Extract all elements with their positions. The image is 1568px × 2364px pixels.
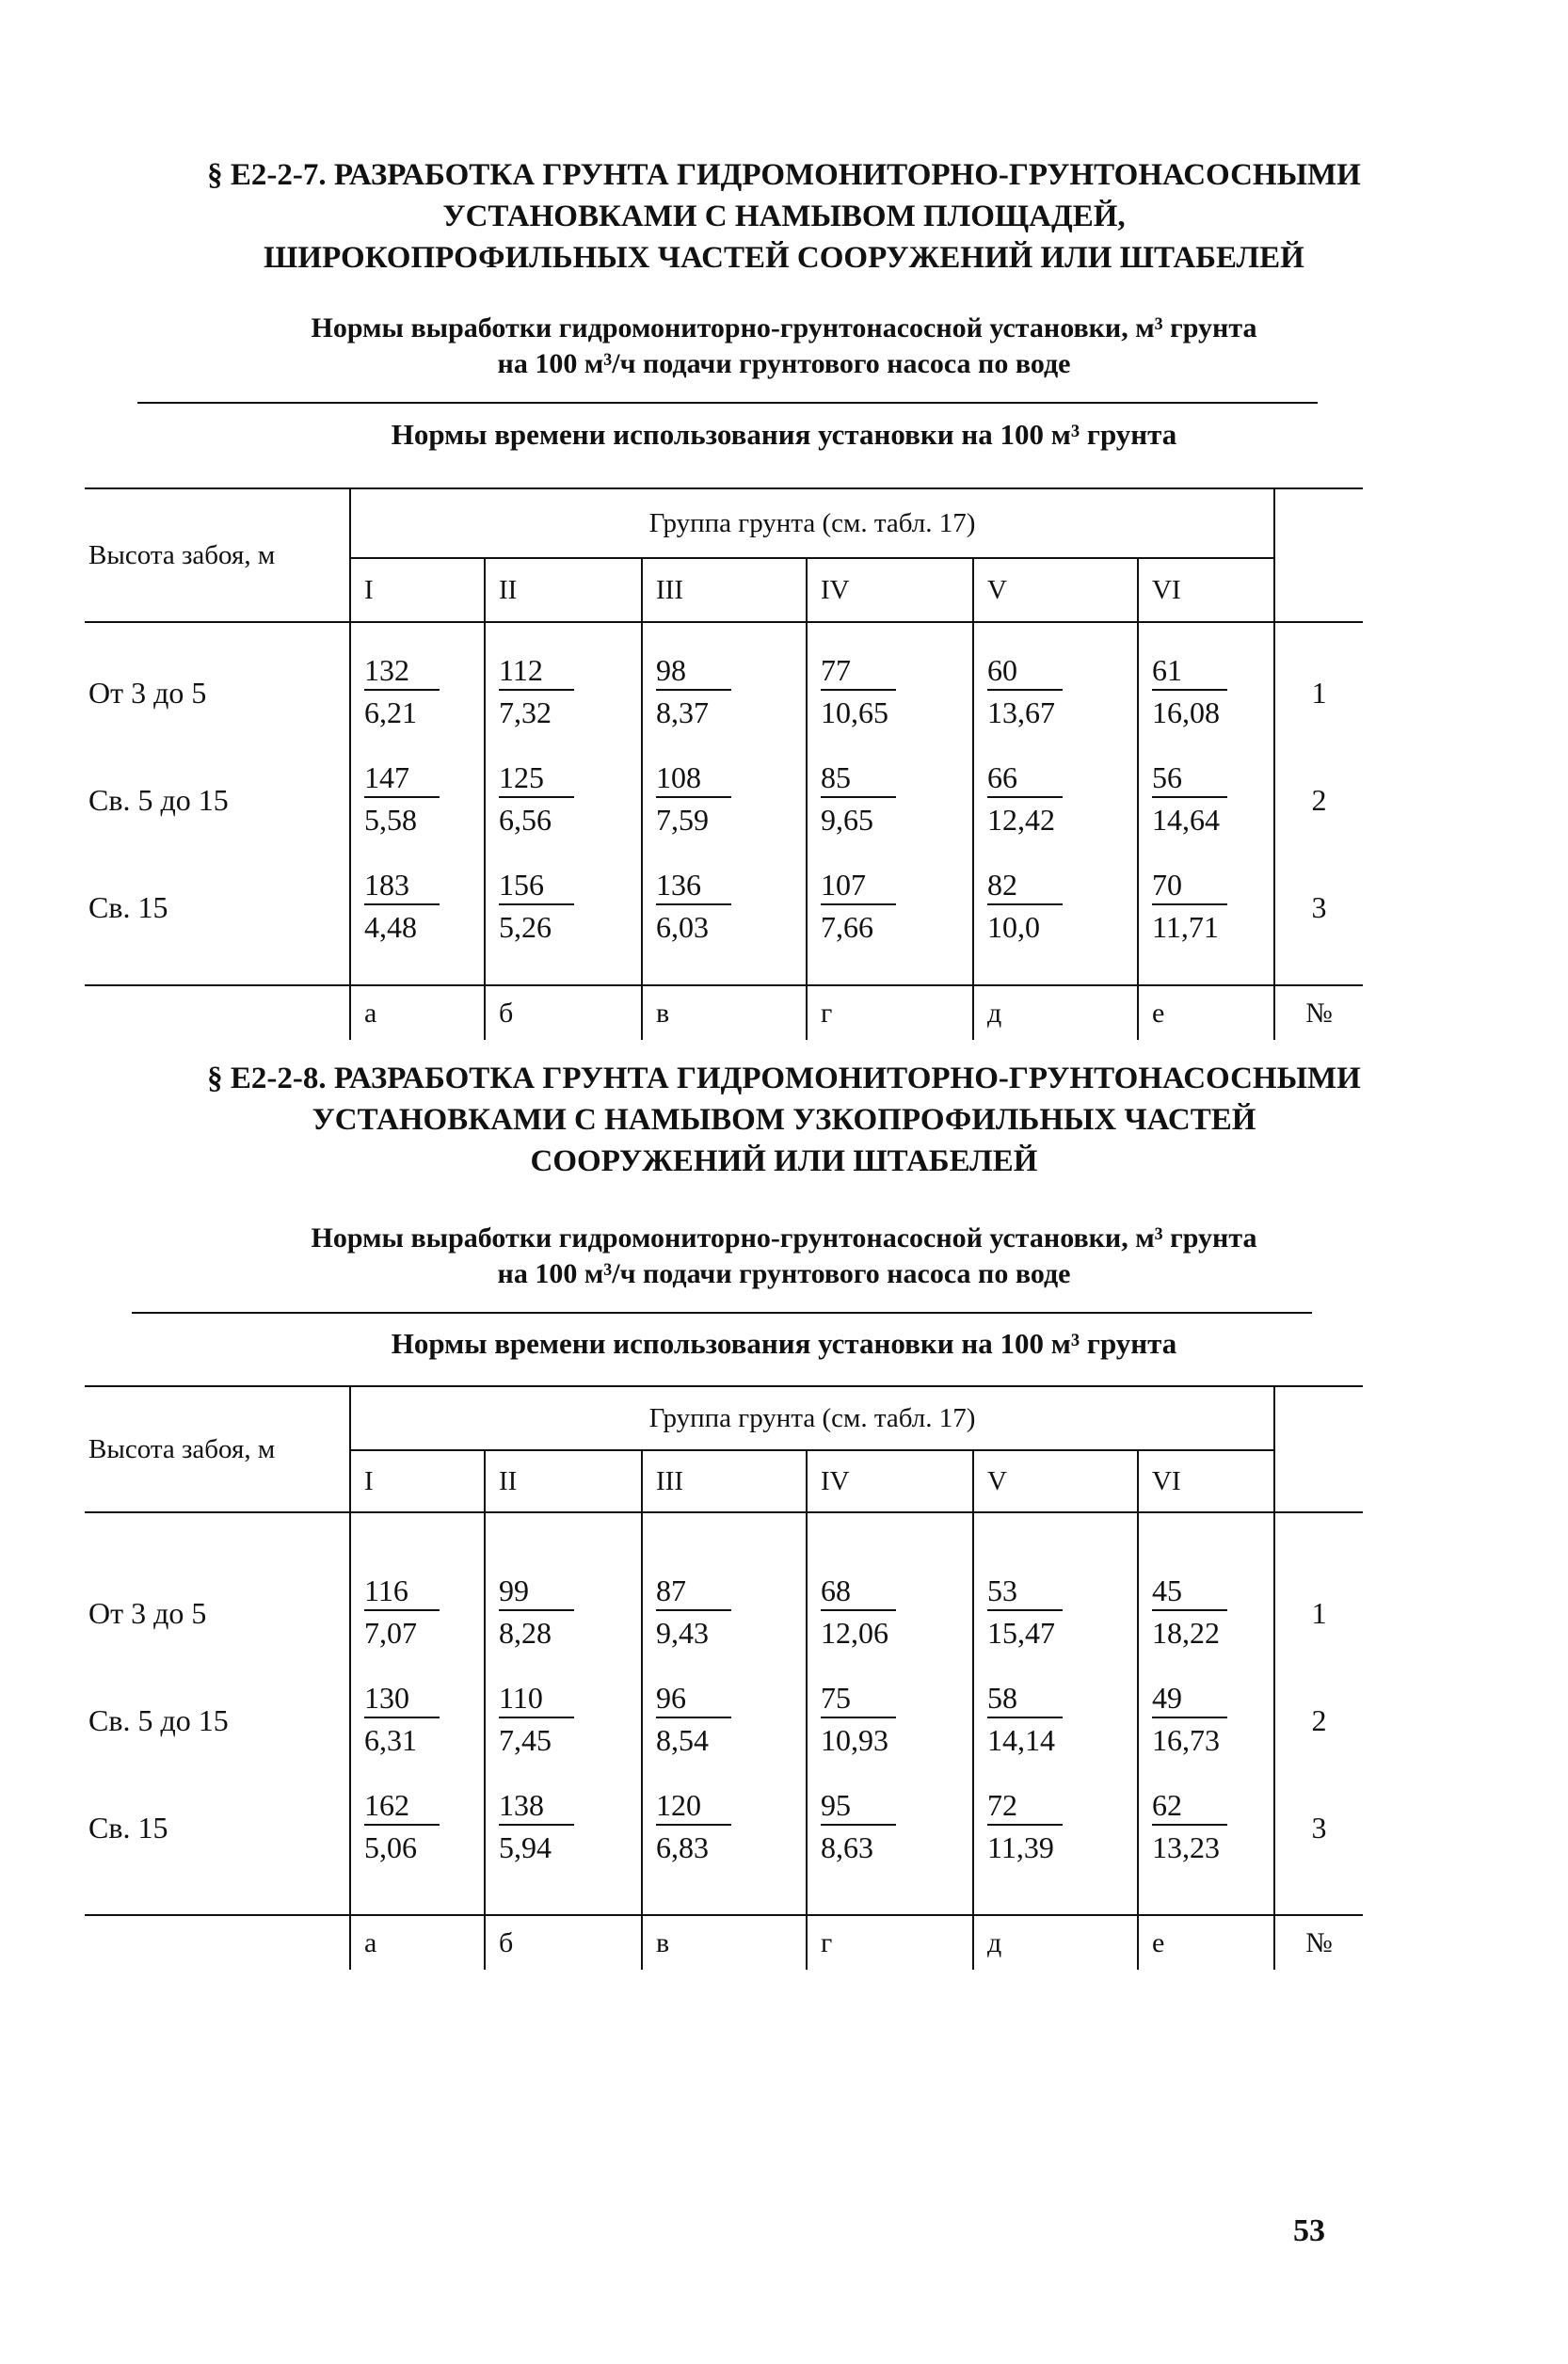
time-norm: 12,42	[987, 803, 1055, 837]
time-norm: 6,03	[656, 910, 709, 944]
norms-table	[85, 487, 1363, 1040]
table-row	[85, 1559, 1363, 1667]
output-norm: 56	[1152, 759, 1227, 798]
output-norm: 95	[821, 1786, 896, 1826]
fraction-cell	[973, 1667, 1138, 1774]
time-norm: 12,06	[821, 1616, 888, 1650]
fraction-cell	[807, 1774, 973, 1881]
fraction-cell	[350, 746, 485, 854]
output-norm: 66	[987, 759, 1063, 798]
row-label: Св. 5 до 15	[88, 782, 229, 817]
fraction-cell	[485, 746, 642, 854]
fraction-cell	[350, 1774, 485, 1881]
norm-output-caption	[0, 311, 1568, 382]
output-norm: 61	[1152, 651, 1227, 691]
row-number: 1	[1274, 639, 1363, 746]
time-norm: 10,93	[821, 1723, 888, 1757]
empty-cell	[1274, 1386, 1363, 1512]
column-letters-row	[85, 985, 1363, 1040]
caption-line: Нормы выработки гидромониторно-грунтонасосной установки, м³ грунта	[311, 312, 1257, 343]
output-norm: 98	[656, 651, 731, 691]
table-row	[85, 1774, 1363, 1881]
fraction-cell	[350, 1559, 485, 1667]
fraction-cell	[973, 639, 1138, 746]
section-title	[0, 154, 1568, 279]
output-norm: 110	[499, 1679, 574, 1718]
column-letter: д	[973, 1915, 1138, 1970]
fraction-cell	[1138, 1667, 1274, 1774]
fraction-cell	[485, 1559, 642, 1667]
output-norm: 82	[987, 866, 1063, 905]
output-norm: 77	[821, 651, 896, 691]
norm-time-caption: Нормы времени использования установки на 100 м³ грунта	[391, 418, 1177, 451]
table-row	[85, 1667, 1363, 1774]
column-letter: е	[1138, 985, 1274, 1040]
time-norm: 6,21	[364, 695, 417, 729]
column-letters-row	[85, 1915, 1363, 1970]
fraction-cell	[642, 1667, 807, 1774]
time-norm: 8,63	[821, 1830, 873, 1864]
fraction-cell	[973, 1774, 1138, 1881]
table-row	[85, 746, 1363, 854]
caption-line: на 100 м³/ч подачи грунтового насоса по воде	[497, 348, 1071, 379]
column-letter: б	[485, 985, 642, 1040]
fraction-cell	[485, 639, 642, 746]
output-norm: 68	[821, 1572, 896, 1611]
group-col-header: V	[973, 1450, 1138, 1512]
group-col-header: III	[642, 1450, 807, 1512]
fraction-cell	[485, 854, 642, 961]
time-norm: 18,22	[1152, 1616, 1220, 1650]
time-norm: 7,32	[499, 695, 552, 729]
row-label: Св. 5 до 15	[88, 1702, 229, 1737]
row-label: От 3 до 5	[88, 675, 207, 710]
output-norm: 136	[656, 866, 731, 905]
fraction-cell	[973, 1559, 1138, 1667]
output-norm: 45	[1152, 1572, 1227, 1611]
time-norm: 16,73	[1152, 1723, 1220, 1757]
norms-table	[85, 1385, 1363, 1970]
row-label: Св. 15	[88, 1810, 168, 1845]
group-col-header: I	[350, 558, 485, 622]
norm-time-caption: Нормы времени использования установки на 100 м³ грунта	[391, 1327, 1177, 1360]
fraction-cell	[807, 639, 973, 746]
group-col-header: IV	[807, 1450, 973, 1512]
fraction-cell	[350, 854, 485, 961]
row-number: 1	[1274, 1559, 1363, 1667]
fraction-cell	[807, 746, 973, 854]
fraction-cell	[350, 639, 485, 746]
caption-line: на 100 м³/ч подачи грунтового насоса по воде	[497, 1258, 1071, 1289]
output-norm: 183	[364, 866, 440, 905]
title-line: § Е2-2-8. РАЗРАБОТКА ГРУНТА ГИДРОМОНИТОРНО-ГРУНТОНАСОСНЫМИ	[207, 1062, 1361, 1095]
output-norm: 72	[987, 1786, 1063, 1826]
time-norm: 7,66	[821, 910, 873, 944]
fraction-cell	[642, 1774, 807, 1881]
output-norm: 162	[364, 1786, 440, 1826]
output-norm: 107	[821, 866, 896, 905]
time-norm: 9,65	[821, 803, 873, 837]
output-norm: 60	[987, 651, 1063, 691]
time-norm: 14,14	[987, 1723, 1055, 1757]
number-header: №	[1274, 985, 1363, 1040]
column-letter: г	[807, 1915, 973, 1970]
output-norm: 112	[499, 651, 574, 691]
table-row	[85, 854, 1363, 961]
group-header: Группа грунта (см. табл. 17)	[350, 1386, 1274, 1450]
output-norm: 70	[1152, 866, 1227, 905]
height-header: Высота забоя, м	[88, 1433, 276, 1464]
output-norm: 62	[1152, 1786, 1227, 1826]
output-norm: 53	[987, 1572, 1063, 1611]
title-line: § Е2-2-7. РАЗРАБОТКА ГРУНТА ГИДРОМОНИТОРНО-ГРУНТОНАСОСНЫМИ	[207, 158, 1361, 192]
output-norm: 96	[656, 1679, 731, 1718]
title-line: УСТАНОВКАМИ С НАМЫВОМ УЗКОПРОФИЛЬНЫХ ЧАСТЕЙ	[312, 1103, 1256, 1137]
time-norm: 13,67	[987, 695, 1055, 729]
time-norm: 5,94	[499, 1830, 552, 1864]
column-letter: б	[485, 1915, 642, 1970]
time-norm: 14,64	[1152, 803, 1220, 837]
output-norm: 125	[499, 759, 574, 798]
column-letter: г	[807, 985, 973, 1040]
fraction-cell	[485, 1774, 642, 1881]
time-norm: 8,54	[656, 1723, 709, 1757]
fraction-cell	[485, 1667, 642, 1774]
time-norm: 13,23	[1152, 1830, 1220, 1864]
output-norm: 156	[499, 866, 574, 905]
fraction-cell	[1138, 746, 1274, 854]
output-norm: 120	[656, 1786, 731, 1826]
time-norm: 10,0	[987, 910, 1040, 944]
column-letter: а	[350, 1915, 485, 1970]
group-col-header: I	[350, 1450, 485, 1512]
empty-cell	[1274, 488, 1363, 622]
column-letter: д	[973, 985, 1138, 1040]
title-line: УСТАНОВКАМИ С НАМЫВОМ ПЛОЩАДЕЙ,	[442, 200, 1126, 233]
time-norm: 16,08	[1152, 695, 1220, 729]
row-label: Св. 15	[88, 889, 168, 924]
group-col-header: III	[642, 558, 807, 622]
fraction-cell	[1138, 854, 1274, 961]
height-header: Высота забоя, м	[88, 539, 276, 570]
divider	[132, 1312, 1312, 1314]
fraction-cell	[1138, 1559, 1274, 1667]
row-number: 2	[1274, 1667, 1363, 1774]
output-norm: 108	[656, 759, 731, 798]
row-number: 3	[1274, 1774, 1363, 1881]
output-norm: 58	[987, 1679, 1063, 1718]
time-norm: 9,43	[656, 1616, 709, 1650]
time-norm: 8,28	[499, 1616, 552, 1650]
column-letter: е	[1138, 1915, 1274, 1970]
time-norm: 8,37	[656, 695, 709, 729]
time-norm: 7,07	[364, 1616, 417, 1650]
time-norm: 10,65	[821, 695, 888, 729]
time-norm: 6,31	[364, 1723, 417, 1757]
column-letter: в	[642, 985, 807, 1040]
time-norm: 6,56	[499, 803, 552, 837]
fraction-cell	[642, 854, 807, 961]
time-norm: 15,47	[987, 1616, 1055, 1650]
time-norm: 5,06	[364, 1830, 417, 1864]
table-row	[85, 639, 1363, 746]
output-norm: 49	[1152, 1679, 1227, 1718]
time-norm: 5,58	[364, 803, 417, 837]
norm-output-caption	[0, 1221, 1568, 1292]
row-label: От 3 до 5	[88, 1595, 207, 1630]
output-norm: 130	[364, 1679, 440, 1718]
fraction-cell	[807, 1667, 973, 1774]
time-norm: 11,71	[1152, 910, 1219, 944]
group-col-header: II	[485, 558, 642, 622]
output-norm: 87	[656, 1572, 731, 1611]
time-norm: 7,45	[499, 1723, 552, 1757]
group-col-header: VI	[1138, 558, 1274, 622]
fraction-cell	[1138, 639, 1274, 746]
fraction-cell	[642, 1559, 807, 1667]
page-number: 53	[1293, 2213, 1325, 2248]
time-norm: 6,83	[656, 1830, 709, 1864]
fraction-cell	[973, 746, 1138, 854]
caption-line: Нормы выработки гидромониторно-грунтонасосной установки, м³ грунта	[311, 1222, 1257, 1254]
section-title	[0, 1058, 1568, 1182]
output-norm: 138	[499, 1786, 574, 1826]
fraction-cell	[973, 854, 1138, 961]
column-letter: в	[642, 1915, 807, 1970]
output-norm: 147	[364, 759, 440, 798]
time-norm: 7,59	[656, 803, 709, 837]
fraction-cell	[642, 639, 807, 746]
fraction-cell	[807, 1559, 973, 1667]
title-line: СООРУЖЕНИЙ ИЛИ ШТАБЕЛЕЙ	[530, 1144, 1038, 1178]
title-line: ШИРОКОПРОФИЛЬНЫХ ЧАСТЕЙ СООРУЖЕНИЙ ИЛИ ШТАБЕЛЕЙ	[264, 241, 1304, 275]
column-letter: а	[350, 985, 485, 1040]
fraction-cell	[807, 854, 973, 961]
fraction-cell	[350, 1667, 485, 1774]
group-header: Группа грунта (см. табл. 17)	[350, 488, 1274, 558]
divider	[137, 402, 1318, 404]
time-norm: 11,39	[987, 1830, 1054, 1864]
time-norm: 4,48	[364, 910, 417, 944]
output-norm: 99	[499, 1572, 574, 1611]
row-number: 3	[1274, 854, 1363, 961]
group-col-header: V	[973, 558, 1138, 622]
group-col-header: IV	[807, 558, 973, 622]
row-number: 2	[1274, 746, 1363, 854]
number-header: №	[1274, 1915, 1363, 1970]
time-norm: 5,26	[499, 910, 552, 944]
output-norm: 116	[364, 1572, 440, 1611]
output-norm: 75	[821, 1679, 896, 1718]
group-col-header: II	[485, 1450, 642, 1512]
fraction-cell	[642, 746, 807, 854]
fraction-cell	[1138, 1774, 1274, 1881]
output-norm: 132	[364, 651, 440, 691]
group-col-header: VI	[1138, 1450, 1274, 1512]
output-norm: 85	[821, 759, 896, 798]
